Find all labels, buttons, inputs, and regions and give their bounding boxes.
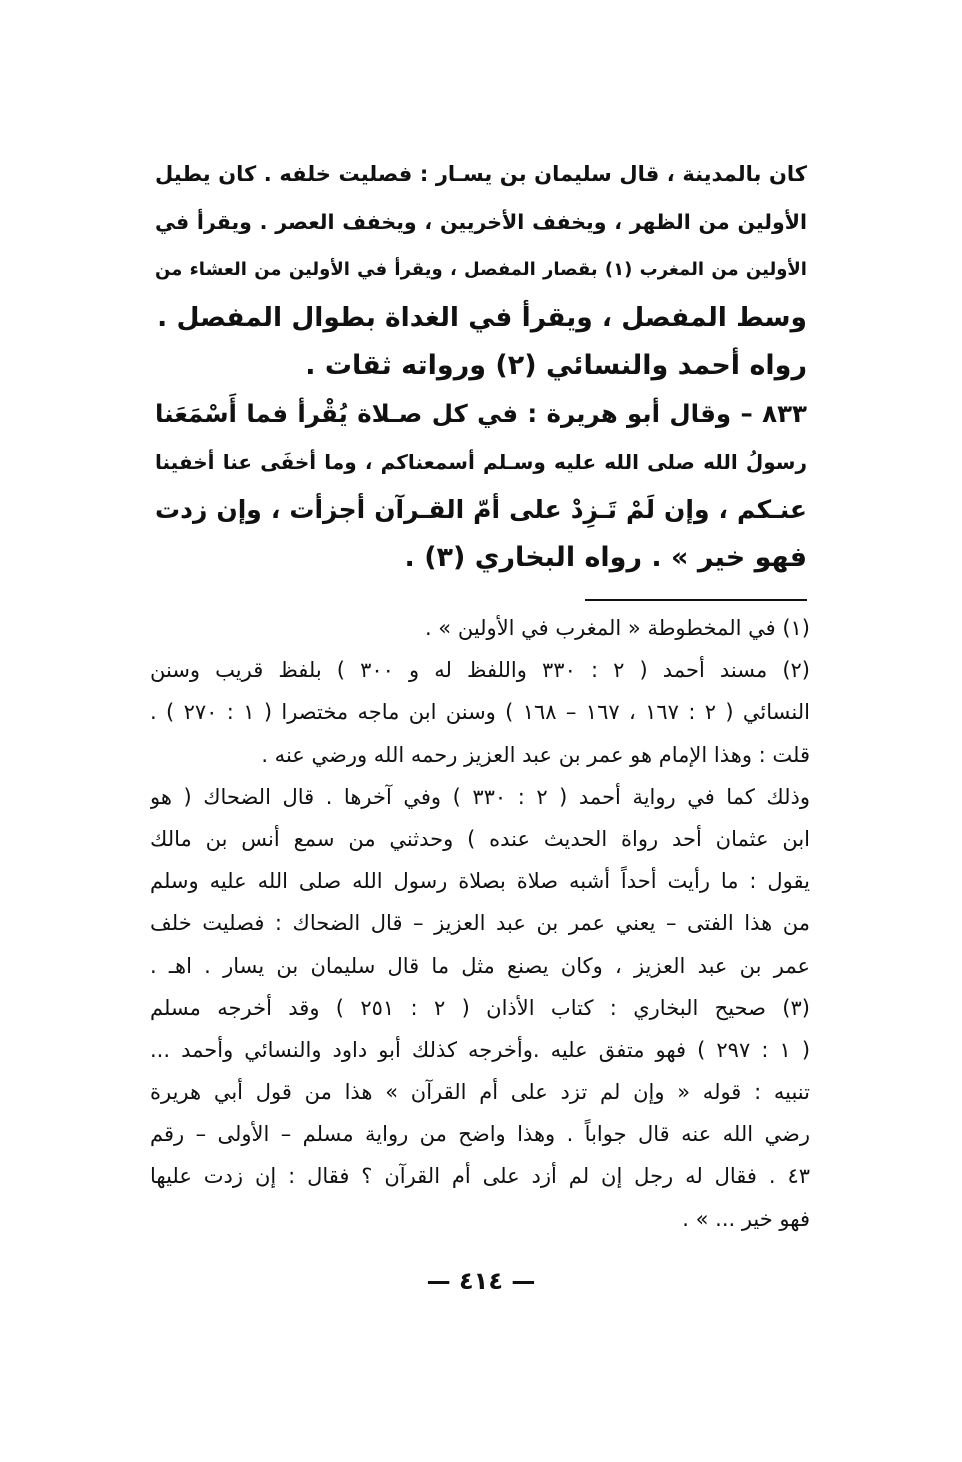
footnote-line: (٣) صحيح البخاري : كتاب الأذان ( ٢ : ٢٥١ ) وقد أخرجه مسلم <box>150 995 810 1020</box>
footnote-line: ابن عثمان أحد رواة الحديث عنده ) وحدثني من سمع أنس بن مالك <box>150 826 810 851</box>
footnotes <box>150 607 810 1240</box>
footnote-line: النسائي ( ٢ : ١٦٧ ، ١٦٧ – ١٦٨ ) وسنن ابن ماجه مختصرا ( ١ : ٢٧٠ ) . <box>150 700 810 725</box>
body-line: رواه أحمد والنسائي (٢) ورواته ثقات . <box>305 350 807 381</box>
footnote-line: ( ١ : ٢٩٧ ) فهو متفق عليه .وأخرجه كذلك أبو داود والنسائي وأحمد ... <box>150 1037 810 1062</box>
body-line: الأولين من المغرب (١) بقصار المفصل ، ويقرأ في الأولين من العشاء من <box>155 259 807 280</box>
footnote-line: ٤٣ . فقال له رجل إن لم أزد على أم القرآن ؟ فقال : إن زدت عليها <box>150 1164 810 1189</box>
footnote-line: تنبيه : قوله « وإن لم تزد على أم القرآن » هذا من قول أبي هريرة <box>150 1080 810 1105</box>
main-text <box>155 150 807 582</box>
footnote-line: وذلك كما في رواية أحمد ( ٢ : ٣٣٠ ) وفي آخرها . قال الضحاك ( هو <box>150 784 810 809</box>
page-number: — ٤١٤ — <box>426 1267 536 1295</box>
footnote-line: رضي الله عنه قال جواباً . وهذا واضح من رواية مسلم – الأولى – رقم <box>150 1122 810 1147</box>
footnote-separator <box>585 599 807 601</box>
body-line: وسط المفصل ، ويقرأ في الغداة بطوال المفصل . <box>157 302 807 333</box>
body-line: كان بالمدينة ، قال سليمان بن يسـار : فصليت خلفه . كان يطيل <box>155 162 807 186</box>
body-line: الأولين من الظهر ، ويخفف الأخريين ، ويخفف العصر . ويقرأ في <box>155 210 807 234</box>
footnote-line: يقول : ما رأيت أحداً أشبه صلاة بصلاة رسول الله صلى الله عليه وسلم <box>150 869 810 894</box>
footnote-line: قلت : وهذا الإمام هو عمر بن عبد العزيز رحمه الله ورضي عنه . <box>261 742 810 767</box>
footnote-line: من هذا الفتى – يعني عمر بن عبد العزيز – قال الضحاك : فصليت خلف <box>150 911 810 936</box>
body-line: ٨٣٣ – وقال أبو هريرة : في كل صـلاة يُقْرأ فما أَسْمَعَنا <box>155 399 807 428</box>
body-line: فهو خير » . رواه البخاري (٣) . <box>404 542 807 573</box>
footnote-line: عمر بن عبد العزيز ، وكان يصنع مثل ما قال سليمان بن يسار . اهـ . <box>150 953 810 978</box>
body-line: عنـكم ، وإن لَمْ تَـزِدْ على أمّ القـرآن أجزأت ، وإن زدت <box>155 495 807 524</box>
footnote-line: (٢) مسند أحمد ( ٢ : ٣٣٠ واللفظ له و ٣٠٠ ) بلفظ قريب وسنن <box>150 658 810 683</box>
body-line: رسولُ الله صلى الله عليه وسـلم أسمعناكم ، وما أخفَى عنا أخفينا <box>155 450 807 474</box>
footnote-line: فهو خير ... » . <box>682 1206 810 1231</box>
footnote-line: (١) في المخطوطة « المغرب في الأولين » . <box>424 616 810 640</box>
